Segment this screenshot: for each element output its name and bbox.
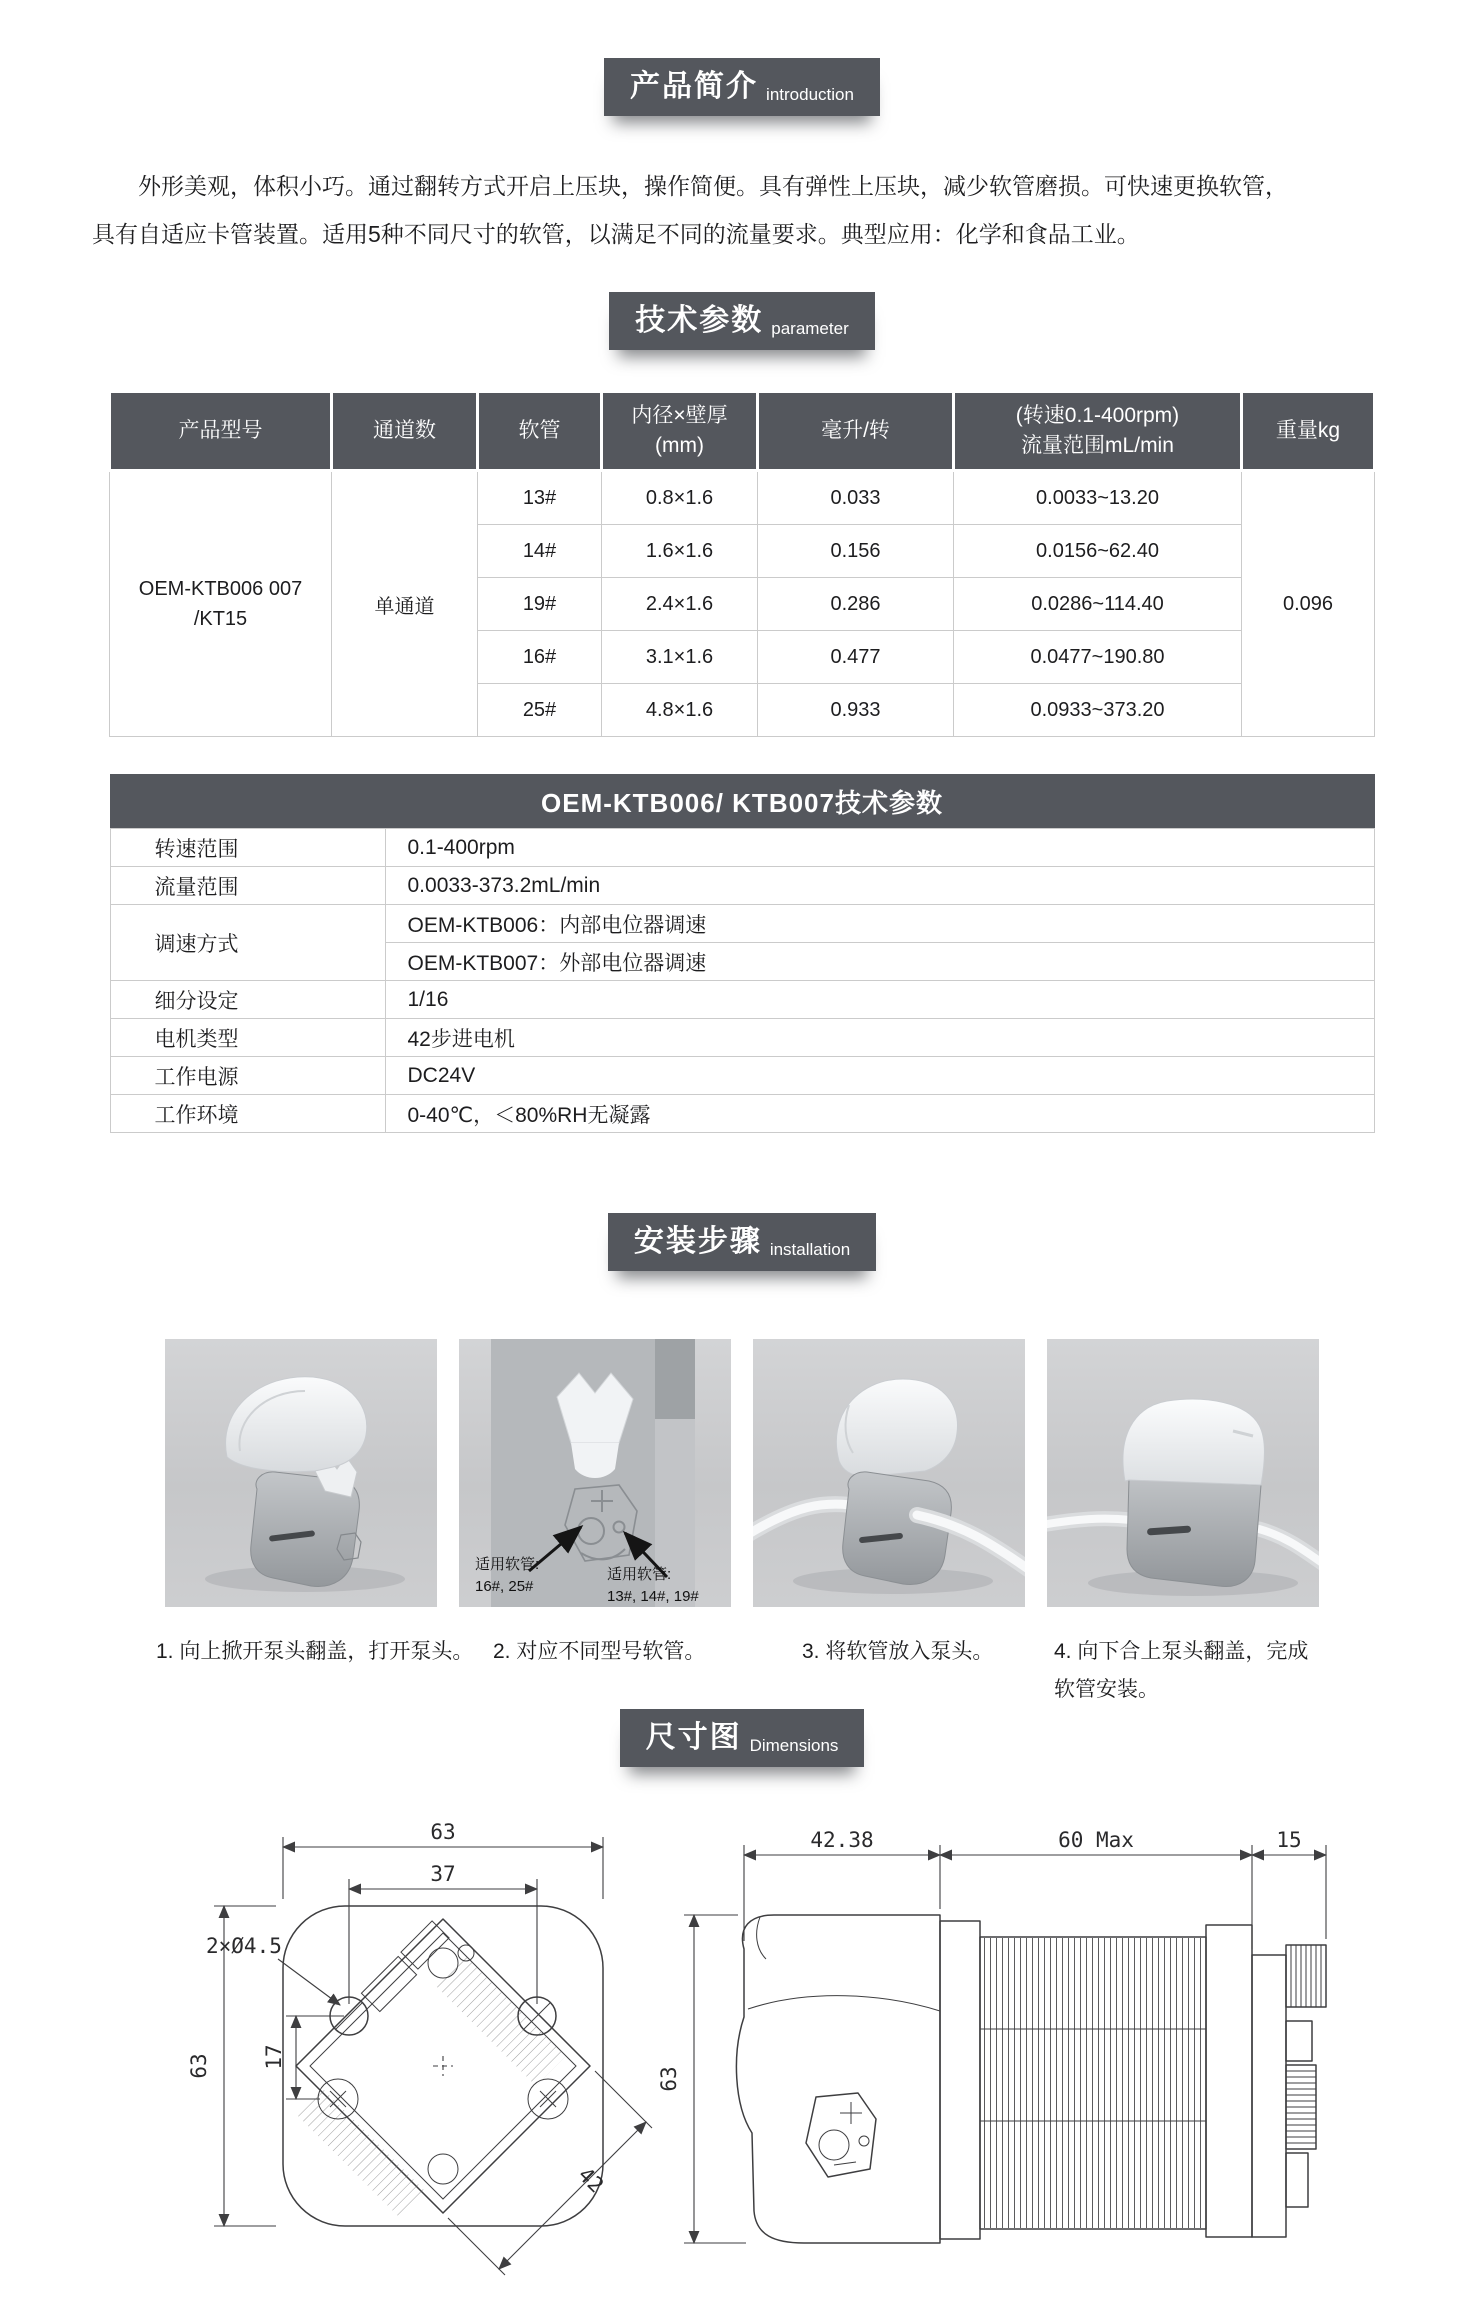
params-row bbox=[110, 981, 1374, 1019]
spec-header-row bbox=[110, 392, 1375, 471]
tube-note-right-line1: 适用软管: bbox=[607, 1566, 672, 1583]
installation-photos bbox=[165, 1339, 1484, 1607]
param-value: DC24V bbox=[385, 1057, 1374, 1095]
spec-cell-channels: 单通道 bbox=[332, 471, 478, 737]
spec-cell-tube: 14# bbox=[478, 525, 602, 578]
spec-cell-id-wall: 0.8×1.6 bbox=[602, 471, 758, 525]
spec-col-flow: (转速0.1-400rpm) 流量范围mL/min bbox=[954, 392, 1242, 471]
params-row bbox=[110, 867, 1374, 905]
dim-side-motor-length: 60 Max bbox=[1058, 1828, 1134, 1852]
param-label: 调速方式 bbox=[110, 905, 385, 981]
tube-note-right-line2: 13#, 14#, 19# bbox=[607, 1588, 699, 1605]
pump-head-closeup-illustration bbox=[459, 1339, 731, 1607]
dim-front-hole-callout: 2×Ø4.5 bbox=[206, 1934, 282, 1958]
param-value: 0.0033-373.2mL/min bbox=[385, 867, 1374, 905]
param-label: 工作电源 bbox=[110, 1057, 385, 1095]
param-label: 工作环境 bbox=[110, 1095, 385, 1133]
param-value: OEM-KTB007：外部电位器调速 bbox=[385, 943, 1374, 981]
spec-cell-ml: 0.156 bbox=[758, 525, 954, 578]
install-step-photo-2 bbox=[459, 1339, 731, 1607]
section-badge-dimensions bbox=[620, 1709, 865, 1767]
dim-side-connector-length: 15 bbox=[1276, 1828, 1302, 1852]
front-view-drawing bbox=[148, 1801, 668, 2299]
param-label: 细分设定 bbox=[110, 981, 385, 1019]
badge-title-en: Dimensions bbox=[749, 1735, 839, 1755]
install-step-caption-1: 1. 向上掀开泵头翻盖，打开泵头。 bbox=[156, 1640, 474, 1663]
params-row bbox=[110, 829, 1374, 867]
param-label: 流量范围 bbox=[110, 867, 385, 905]
section-badge-introduction bbox=[604, 58, 880, 116]
dim-front-overall-height: 63 bbox=[187, 2053, 211, 2079]
spec-cell-id-wall: 1.6×1.6 bbox=[602, 525, 758, 578]
param-value: 0.1-400rpm bbox=[385, 829, 1374, 867]
dim-side-overall-height: 63 bbox=[657, 2066, 681, 2092]
params-row bbox=[110, 1057, 1374, 1095]
spec-cell-ml: 0.933 bbox=[758, 684, 954, 737]
spec-cell-id-wall: 2.4×1.6 bbox=[602, 578, 758, 631]
spec-cell-flow: 0.0156~62.40 bbox=[954, 525, 1242, 578]
spec-cell-tube: 16# bbox=[478, 631, 602, 684]
dim-front-hole-offset: 17 bbox=[262, 2044, 286, 2070]
install-step-photo-3 bbox=[753, 1339, 1025, 1607]
section-badge-parameter bbox=[609, 292, 874, 350]
spec-cell-id-wall: 4.8×1.6 bbox=[602, 684, 758, 737]
intro-line-1: 外形美观，体积小巧。通过翻转方式开启上压块，操作简便。具有弹性上压块，减少软管磨损。可快速更换软管， bbox=[138, 173, 1288, 199]
pump-head-open-illustration bbox=[165, 1339, 437, 1607]
tube-note-left-line2: 16#, 25# bbox=[475, 1578, 534, 1595]
spec-cell-ml: 0.477 bbox=[758, 631, 954, 684]
badge-title-en: introduction bbox=[766, 84, 854, 104]
badge-title-zh: 产品简介 bbox=[630, 70, 759, 103]
badge-title-zh: 安装步骤 bbox=[633, 1225, 762, 1258]
spec-col-ml-rev: 毫升/转 bbox=[758, 392, 954, 471]
param-value: 42步进电机 bbox=[385, 1019, 1374, 1057]
installation-captions bbox=[0, 1633, 1484, 1709]
badge-title-zh: 尺寸图 bbox=[645, 1721, 742, 1754]
params-row bbox=[110, 905, 1374, 943]
spec-cell-model: OEM-KTB006 007 /KT15 bbox=[110, 471, 332, 737]
pump-head-closed-illustration bbox=[1047, 1339, 1319, 1607]
spec-cell-flow: 0.0033~13.20 bbox=[954, 471, 1242, 525]
intro-paragraph bbox=[92, 162, 1392, 258]
spec-col-product: 产品型号 bbox=[110, 392, 332, 471]
dim-side-head-length: 42.38 bbox=[810, 1828, 874, 1852]
params-row bbox=[110, 1095, 1374, 1133]
spec-cell-flow: 0.0286~114.40 bbox=[954, 578, 1242, 631]
dim-front-overall-width: 63 bbox=[430, 1820, 456, 1844]
param-value: OEM-KTB006：内部电位器调速 bbox=[385, 905, 1374, 943]
spec-table bbox=[108, 390, 1376, 737]
dim-front-hole-spacing: 37 bbox=[430, 1862, 456, 1886]
spec-col-weight: 重量kg bbox=[1242, 392, 1375, 471]
tube-note-left-line1: 适用软管: bbox=[475, 1556, 540, 1573]
spec-cell-tube: 19# bbox=[478, 578, 602, 631]
side-view-drawing bbox=[648, 1797, 1388, 2297]
spec-cell-id-wall: 3.1×1.6 bbox=[602, 631, 758, 684]
spec-cell-flow: 0.0477~190.80 bbox=[954, 631, 1242, 684]
badge-title-en: installation bbox=[769, 1239, 851, 1259]
spec-cell-ml: 0.286 bbox=[758, 578, 954, 631]
intro-line-2: 具有自适应卡管装置。适用5种不同尺寸的软管，以满足不同的流量要求。典型应用：化学和食品工业。 bbox=[92, 221, 1140, 247]
badge-title-zh: 技术参数 bbox=[635, 304, 764, 337]
spec-col-tube: 软管 bbox=[478, 392, 602, 471]
install-step-caption-2: 2. 对应不同型号软管。 bbox=[493, 1640, 706, 1663]
dim-front-mount-diagonal: 42 bbox=[573, 2162, 609, 2198]
params-row bbox=[110, 1019, 1374, 1057]
param-label: 转速范围 bbox=[110, 829, 385, 867]
spec-cell-flow: 0.0933~373.20 bbox=[954, 684, 1242, 737]
param-value: 1/16 bbox=[385, 981, 1374, 1019]
badge-title-en: parameter bbox=[771, 318, 849, 338]
params-table-wrap bbox=[110, 774, 1375, 1133]
spec-cell-tube: 25# bbox=[478, 684, 602, 737]
install-step-photo-1 bbox=[165, 1339, 437, 1607]
dimension-drawings bbox=[0, 1797, 1484, 2299]
params-table-title: OEM-KTB006/ KTB007技术参数 bbox=[110, 774, 1375, 828]
spec-col-id-wall: 内径×壁厚 (mm) bbox=[602, 392, 758, 471]
spec-cell-tube: 13# bbox=[478, 471, 602, 525]
install-step-caption-3: 3. 将软管放入泵头。 bbox=[802, 1640, 994, 1663]
spec-row bbox=[110, 471, 1375, 525]
top-spacer bbox=[0, 0, 1484, 58]
spec-cell-ml: 0.033 bbox=[758, 471, 954, 525]
install-step-caption-4: 4. 向下合上泵头翻盖，完成 软管安装。 bbox=[1054, 1640, 1309, 1701]
install-step-photo-4 bbox=[1047, 1339, 1319, 1607]
param-label: 电机类型 bbox=[110, 1019, 385, 1057]
params-table bbox=[110, 828, 1375, 1133]
spec-cell-weight: 0.096 bbox=[1242, 471, 1375, 737]
param-value: 0-40℃，＜80%RH无凝露 bbox=[385, 1095, 1374, 1133]
pump-head-tube-illustration bbox=[753, 1339, 1025, 1607]
spec-col-channels: 通道数 bbox=[332, 392, 478, 471]
section-badge-installation bbox=[608, 1213, 876, 1271]
